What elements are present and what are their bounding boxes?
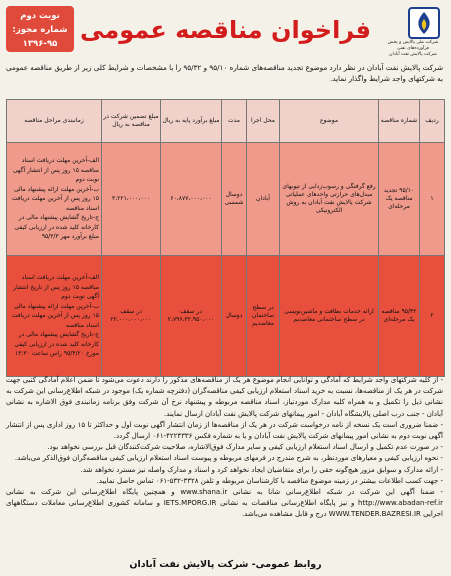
cell-duration: دوسال شمسی: [222, 143, 247, 256]
cell-row: ۲: [420, 256, 445, 377]
issue-label: شماره مجوز:: [12, 25, 68, 35]
col-number: شماره مناقصه: [379, 100, 420, 143]
cell-location: آبادان: [247, 143, 280, 256]
col-row: ردیف: [420, 100, 445, 143]
col-guarantee: مبلغ تضمین شرکت در مناقصه به ریال: [102, 100, 161, 143]
cell-guarantee: ۳،۲۲۱،۰۰۰،۰۰۰: [102, 143, 161, 256]
note-item: - ارائه مدارک و سوابق مزور هیچ‌گونه حقی را برای متقاضیان ایجاد نخواهد کرد و اسناد و مدارک واصله نیز مسترد نخواهد شد.: [80, 465, 443, 474]
note-item: - ضمنا ضروری است یک نسخه از نامه درخواست شرکت در هر یک از مناقصه‌ها از زمان انتشار آگهی نوبت اول و حداکثر تا ۱۵ روز اداری پس از انتشار آگهی نوبت دوم به نشانی امور پیمانهای شرکت پالایش نفت آبادان و یا به شماره فکس ۴۲۲۴۳۳۶-۰۶۱ ارسال گردد.: [6, 420, 444, 441]
company-logo-text: شرکت ملی پالایش و پخش فرآورده‌های نفتی شرکت پالایش نفت آبادان: [387, 40, 439, 57]
col-location: محل اجرا: [247, 100, 280, 143]
cell-number: ۹۵/۱۰ تجدید مناقصه یک مرحله‌ای: [379, 143, 420, 256]
tender-table: [6, 99, 445, 377]
note-item: - جهت کسب اطلاعات بیشتر در زمینه موضوع مناقصه با کارشناسان مربوطه و تلفن ۳۳۲۸-۵۳۲-۰۶۱ تماس حاصل نمایید.: [96, 476, 443, 485]
round-badge: [6, 6, 74, 52]
cell-location: در سطح ساختمان معاضدیم: [247, 256, 280, 377]
note-item: - از کلیه شرکتهای واجد شرایط که آمادگی و توانایی انجام موضوع هر یک از مناقصه‌های مذکور را دارند دعوت می‌شود تا ضمن اعلام آمادگی کتبی جهت شرکت در هر یک از مناقصه‌ها، نسبت به خرید اسناد استعلام ارزیابی کیفی مناقصه‌گران (دفترچه شماره یک) موجود در شبکه اطلاع‌رسانی این شرکت به نشانی ذیل را تکمیل و به همراه کلیه مدارک موردنیاز، اسناد مناقصه مربوطه و پیشنهاد نرخ آن شرکت وفق برنامه زمانبندی فوق الاشاره به نشانی آبادان - جنب درب اصلی پالایشگاه آبادان - امور پیمانهای شرکت پالایش نفت آبادان ارسال نمایند.: [6, 376, 443, 418]
cell-budget: ۶۰،۸۷۷،۰۰۰،۰۰۰: [161, 143, 222, 256]
page-title: فراخوان مناقصه عمومی: [80, 16, 371, 44]
cell-subject: رفع گرفتگی و رسوب‌زدایی از تیوبهای مبدل‌های حرارتی واحدهای عملیاتی شرکت پالایش نفت آبادان به روش الکترونیکی: [280, 143, 379, 256]
notes-section: [6, 375, 443, 521]
cell-subject: ارائه خدمات نظافت و ماشین‌نویسی در سطح ساختمانی معاضدیم: [280, 256, 379, 377]
table-header-row: [7, 100, 445, 143]
note-item: - در صورت عدم تکمیل و ارسال اسناد استعلام ارزیابی کیفی و سایر مدارک فوق‌الاشاره، صلاحیت شرکت‌کنندگان قبل بررسی نخواهد بود.: [47, 443, 443, 452]
cell-guarantee: در سقف ۲۲،۰۰۰،۰۰۰،۰۰۰: [102, 256, 161, 377]
cell-budget: در سقف ۲،۷۹۶،۳۲،۹۵۰،۰۰۰: [161, 256, 222, 377]
issue-number: ۱۳۹۶-۹۵: [22, 39, 58, 49]
round-label: نوبت دوم: [20, 11, 60, 21]
col-subject: موضوع: [280, 100, 379, 143]
col-budget: مبلغ برآورد پایه به ریال: [161, 100, 222, 143]
cell-stages: الف-آخرین مهلت دریافت اسناد مناقصه ۱۵ روز پس از انتشار آگهی نوبت دوم ب-آخرین مهلت ارائه پیشنهاد مالی ۱۵ روز پس از آخرین مهلت دریافت اسناد مناقصه ج-تاریخ گشایش پیشنهاد مالی در کارخانه کلید شده در ارزیابی کیفی مبلغ برآورد مهر ۹۵/۳/۳: [7, 143, 102, 256]
cell-duration: دوسال: [222, 256, 247, 377]
footer-signature: روابط عمومی- شرکت پالایش نفت آبادان: [129, 559, 322, 570]
col-duration: مدت: [222, 100, 247, 143]
cell-stages: الف-آخرین مهلت دریافت اسناد مناقصه ۱۵ روز پس از تاریخ انتشار آگهی نوبت دوم ب-آخرین مهلت ارائه پیشنهاد مالی ۱۵ روز پس از آخرین مهلت دریافت اسناد مناقصه ج-تاریخ گشایش پیشنهاد مالی در کارخانه کلید شده در ارزیابی کیفی مورخ ۹۵/۴/۲۰ راس ساعت ۱۳:۳۰: [7, 256, 102, 377]
note-item: - نحوه ارزیابی کیفی و معیارهای موردنظر، به شرح مندرج در فرمهای مربوطه و پیوست اسناد استعلام ارزیابی کیفی مناقصه‌گران فوق‌الذکر می‌باشد.: [14, 454, 443, 463]
table-row: [7, 143, 445, 256]
col-stages: زمانبندی مراحل مناقصه: [7, 100, 102, 143]
table-row: [7, 256, 445, 377]
header: [0, 0, 451, 58]
intro-paragraph: شرکت پالایش نفت آبادان در نظر دارد موضوع تجدید مناقصه‌های شماره ۹۵/۱۰ و ۹۵/۳۲ را با مشخصات و شرایط کلی زیر از طریق مناقصه عمومی به شرکتهای واجد شرایط واگذار نماید.: [6, 63, 444, 83]
cell-row: ۱: [420, 143, 445, 256]
cell-number: ۹۵/۳۲ مناقصه یک مرحله‌ای: [379, 256, 420, 377]
note-item: - ضمنا آگهی این شرکت در شبکه اطلاع‌رسانی شانا به نشانی www.shana.ir و همچنین پایگاه اطلاع‌رسانی این شرکت به نشانی http://www.abadan-ref.ir و نیز پایگاه اطلاع‌رسانی مناقصات به نشانی IETS.MPORG.IR و سامانه کشوری اطلاع‌رسانی معاملات دستگاههای اجرایی WWW.TENDER.BAZRESI.IR درج و قابل مشاهده می‌باشد.: [6, 488, 444, 519]
